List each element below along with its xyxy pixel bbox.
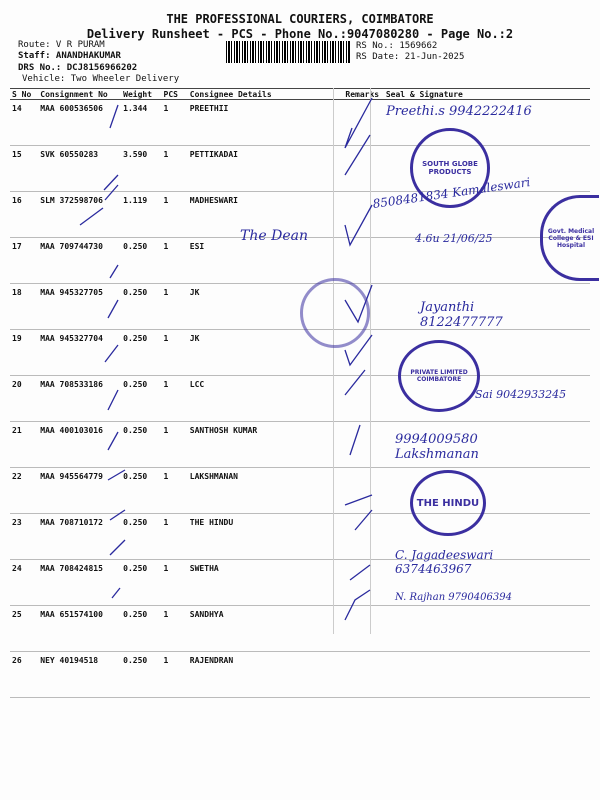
- cell-weight: 0.250: [121, 652, 161, 698]
- cell-sno: 15: [10, 146, 38, 192]
- cell-sno: 18: [10, 284, 38, 330]
- handwriting-row17-sig: 4.6u 21/06/25: [415, 232, 493, 245]
- cell-consignment: MAA 400103016: [38, 422, 121, 468]
- cell-consignee: SWETHA: [188, 560, 344, 606]
- rs-number: RS No.: 1569662: [356, 41, 438, 51]
- handwriting-row19: Jayanthi 8122477777: [420, 300, 503, 330]
- col-sno: S No: [10, 89, 38, 100]
- cell-pcs: 1: [162, 422, 188, 468]
- stamp-faded: [300, 278, 370, 348]
- cell-weight: 0.250: [121, 422, 161, 468]
- cell-consignee: PREETHII: [188, 100, 344, 146]
- cell-sno: 26: [10, 652, 38, 698]
- col-consignment: Consignment No: [38, 89, 121, 100]
- runsheet-subtitle: Delivery Runsheet - PCS - Phone No.:9047080280 - Page No.:2: [86, 27, 514, 41]
- cell-sno: 23: [10, 514, 38, 560]
- cell-pcs: 1: [162, 100, 188, 146]
- cell-consignment: MAA 945327704: [38, 330, 121, 376]
- cell-pcs: 1: [162, 376, 188, 422]
- cell-consignment: MAA 708710172: [38, 514, 121, 560]
- cell-sno: 22: [10, 468, 38, 514]
- col-seal: Seal & Signature: [384, 89, 590, 100]
- col-consignee: Consignee Details: [188, 89, 344, 100]
- cell-consignee: THE HINDU: [188, 514, 344, 560]
- cell-weight: 0.250: [121, 514, 161, 560]
- cell-weight: 1.119: [121, 192, 161, 238]
- col-pcs: PCS: [162, 89, 188, 100]
- cell-consignee: LAKSHMANAN: [188, 468, 344, 514]
- cell-pcs: 1: [162, 560, 188, 606]
- cell-consignment: MAA 651574100: [38, 606, 121, 652]
- cell-consignment: MAA 945327705: [38, 284, 121, 330]
- cell-consignee: JK: [188, 284, 344, 330]
- cell-weight: 3.590: [121, 146, 161, 192]
- cell-pcs: 1: [162, 514, 188, 560]
- cell-consignment: SVK 60550283: [38, 146, 121, 192]
- stamp-private-limited: PRIVATE LIMITED COIMBATORE: [398, 340, 480, 412]
- handwriting-row25: C. Jagadeeswari 6374463967: [395, 548, 494, 576]
- cell-consignment: NEY 40194518: [38, 652, 121, 698]
- cell-pcs: 1: [162, 330, 188, 376]
- handwriting-row16: 8508481834 Kamaleswari: [371, 175, 532, 211]
- cell-pcs: 1: [162, 238, 188, 284]
- cell-weight: 0.250: [121, 468, 161, 514]
- handwriting-row22: 9994009580 Lakshmanan: [395, 432, 479, 462]
- col-weight: Weight: [121, 89, 161, 100]
- cell-pcs: 1: [162, 652, 188, 698]
- cell-sno: 25: [10, 606, 38, 652]
- cell-consignment: MAA 709744730: [38, 238, 121, 284]
- cell-pcs: 1: [162, 606, 188, 652]
- vehicle-label: Vehicle: Two Wheeler Delivery: [22, 74, 180, 84]
- cell-consignee: LCC: [188, 376, 344, 422]
- cell-weight: 0.250: [121, 606, 161, 652]
- stamp-the-hindu: THE HINDU: [410, 470, 486, 536]
- cell-consignee: SANTHOSH KUMAR: [188, 422, 344, 468]
- cell-sno: 20: [10, 376, 38, 422]
- rs-date: RS Date: 21-Jun-2025: [356, 52, 465, 62]
- cell-consignment: MAA 708424815: [38, 560, 121, 606]
- stamp-south-globe: SOUTH GLOBE PRODUCTS: [410, 128, 490, 208]
- cell-pcs: 1: [162, 146, 188, 192]
- cell-consignee: RAJENDRAN: [188, 652, 344, 698]
- stamp-medical-college: Govt. Medical College & ESI Hospital: [540, 195, 599, 281]
- cell-consignment: MAA 600536506: [38, 100, 121, 146]
- company-title: THE PROFESSIONAL COURIERS, COIMBATORE: [166, 12, 434, 26]
- staff-label: Staff: ANANDHAKUMAR: [18, 51, 121, 61]
- cell-weight: 0.250: [121, 238, 161, 284]
- handwriting-row26: N. Rajhan 9790406394: [395, 592, 512, 603]
- cell-sno: 14: [10, 100, 38, 146]
- cell-sno: 17: [10, 238, 38, 284]
- cell-sno: 21: [10, 422, 38, 468]
- cell-weight: 0.250: [121, 330, 161, 376]
- cell-weight: 0.250: [121, 284, 161, 330]
- cell-pcs: 1: [162, 192, 188, 238]
- cell-sno: 19: [10, 330, 38, 376]
- cell-weight: 0.250: [121, 560, 161, 606]
- cell-sno: 16: [10, 192, 38, 238]
- route-label: Route: V R PURAM: [18, 40, 105, 50]
- cell-consignee: ESI: [188, 238, 344, 284]
- drs-label: DRS No.: DCJ8156966202: [18, 63, 138, 73]
- cell-sno: 24: [10, 560, 38, 606]
- cell-consignment: MAA 708533186: [38, 376, 121, 422]
- cell-consignee: PETTIKADAI: [188, 146, 344, 192]
- cell-consignee: SANDHYA: [188, 606, 344, 652]
- cell-consignee: JK: [188, 330, 344, 376]
- cell-weight: 0.250: [121, 376, 161, 422]
- cell-pcs: 1: [162, 468, 188, 514]
- handwriting-row14: Preethi.s 9942222416: [386, 104, 532, 119]
- cell-consignment: MAA 945564779: [38, 468, 121, 514]
- col-remarks: Remarks: [343, 89, 383, 100]
- cell-weight: 1.344: [121, 100, 161, 146]
- handwriting-row21: Sai 9042933245: [475, 388, 567, 401]
- cell-pcs: 1: [162, 284, 188, 330]
- cell-consignment: SLM 372598706: [38, 192, 121, 238]
- cell-consignee: MADHESWARI: [188, 192, 344, 238]
- handwriting-row17-remark: The Dean: [240, 228, 308, 244]
